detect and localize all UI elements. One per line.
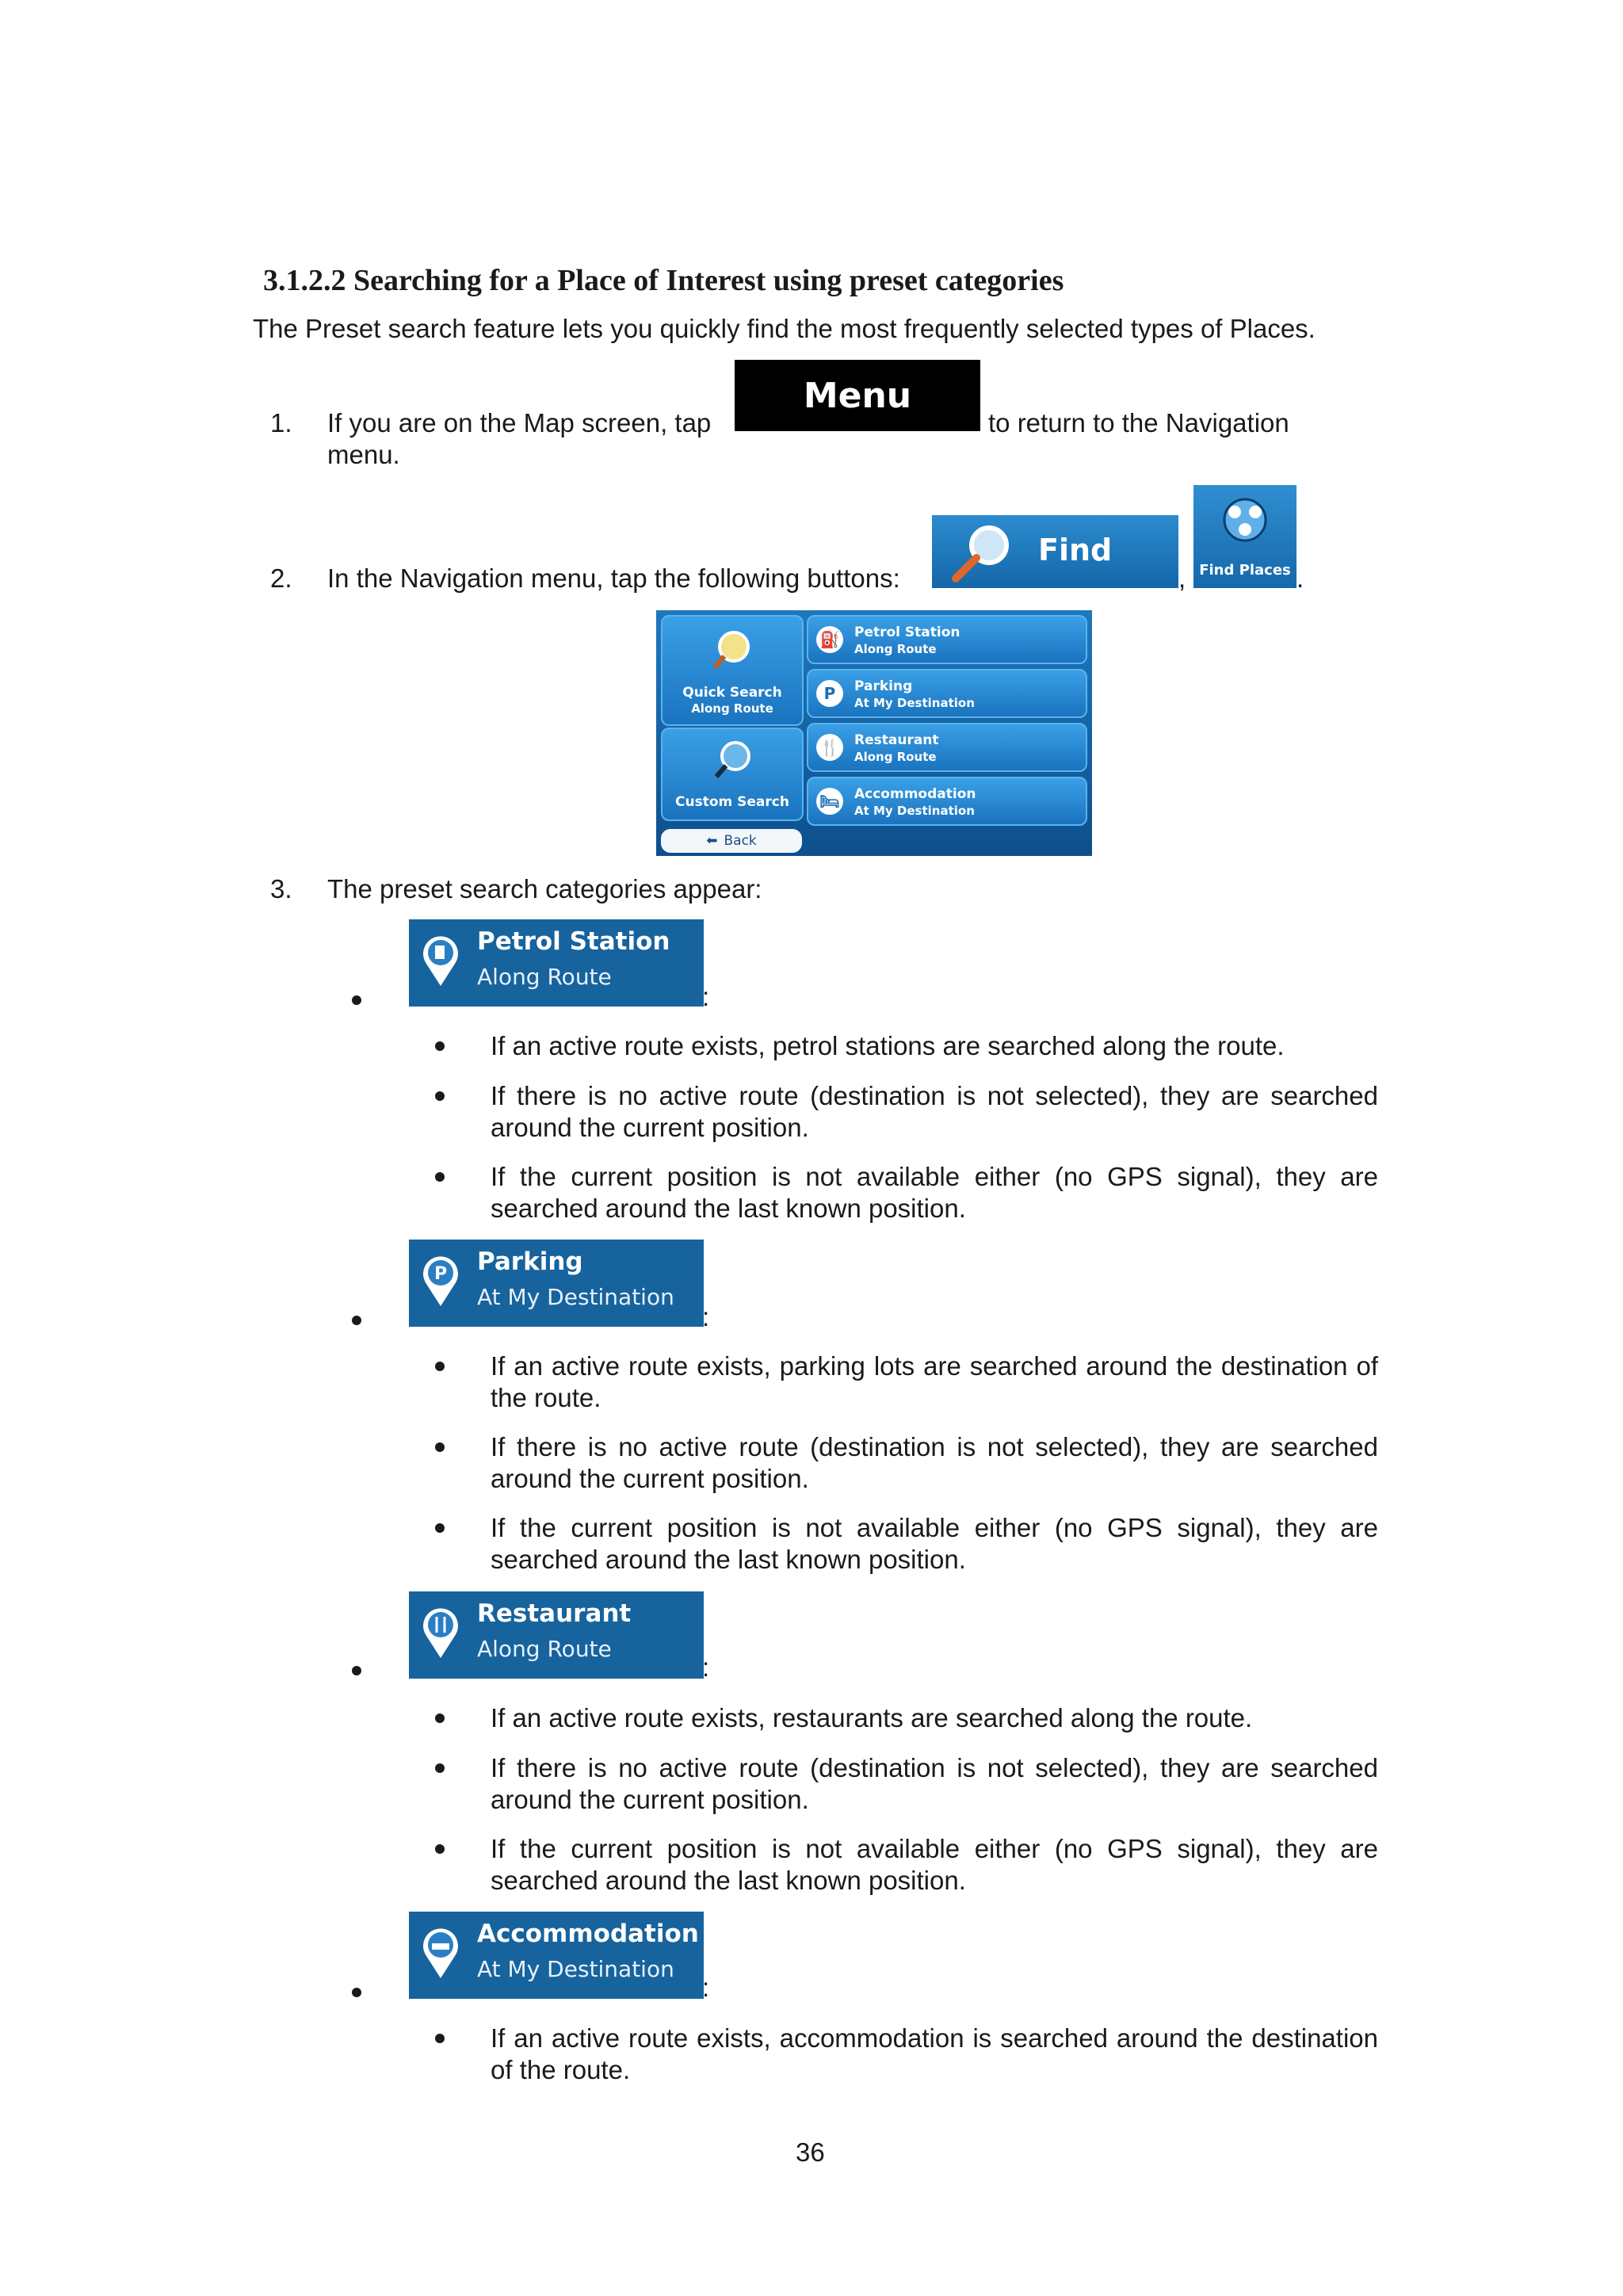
back-label: Back bbox=[724, 833, 757, 849]
find-places-label: Find Places bbox=[1199, 562, 1291, 579]
sub-bullet bbox=[435, 1713, 445, 1723]
petrol-station-button-image bbox=[409, 919, 704, 1007]
custom-search-tile bbox=[661, 728, 804, 821]
step-1-text-cont: menu. bbox=[327, 440, 400, 469]
find-places-button-image bbox=[1193, 485, 1296, 588]
navigation-menu-screenshot bbox=[656, 610, 1092, 856]
nav-item-parking-line2: At My Destination bbox=[854, 696, 975, 710]
parking-line1: Parking bbox=[477, 1247, 583, 1276]
places-icon bbox=[1217, 493, 1273, 548]
quick-search-label-1: Quick Search bbox=[682, 685, 782, 701]
find-button-label: Find bbox=[1038, 533, 1113, 567]
sub-bullet bbox=[435, 1523, 445, 1533]
nav-item-restaurant bbox=[807, 723, 1087, 772]
sub-bullet bbox=[435, 1172, 445, 1182]
nav-item-accommodation-line1: Accommodation bbox=[854, 786, 976, 802]
step-2-number: 2. bbox=[270, 563, 292, 593]
restaurant-button-image bbox=[409, 1591, 704, 1679]
category-colon: : bbox=[702, 982, 710, 1011]
category-colon: : bbox=[702, 1973, 710, 2002]
nav-item-restaurant-line1: Restaurant bbox=[854, 732, 939, 748]
sub-bullet bbox=[435, 2034, 445, 2043]
restaurant-point-2: If there is no active route (destination is not selected), they are searched around the current position. bbox=[491, 1753, 1378, 1814]
restaurant-line1: Restaurant bbox=[477, 1599, 632, 1628]
sub-bullet bbox=[435, 1091, 445, 1101]
quick-search-icon bbox=[710, 626, 758, 670]
nav-item-petrol-line1: Petrol Station bbox=[854, 625, 960, 640]
category-colon: : bbox=[702, 1652, 710, 1682]
nav-item-petrol bbox=[807, 615, 1087, 664]
sub-bullet bbox=[435, 1362, 445, 1371]
back-arrow-icon: ⬅ bbox=[706, 833, 718, 849]
magnifier-icon bbox=[948, 521, 1019, 585]
restaurant-line2: Along Route bbox=[477, 1636, 612, 1662]
accommodation-button-image bbox=[409, 1912, 704, 1999]
step-2-sep1: , bbox=[1178, 563, 1186, 593]
accommodation-point-1: If an active route exists, accommodation is searched around the destination of the route. bbox=[491, 2023, 1378, 2084]
find-button-image bbox=[932, 515, 1178, 588]
accommodation-icon bbox=[420, 1924, 461, 1980]
nav-item-restaurant-line2: Along Route bbox=[854, 750, 937, 764]
sub-bullet bbox=[435, 1442, 445, 1452]
nav-item-accommodation bbox=[807, 777, 1087, 826]
restaurant-point-1: If an active route exists, restaurants are searched along the route. bbox=[491, 1703, 1253, 1733]
step-2-sep2: . bbox=[1296, 563, 1304, 593]
parking-point-2: If there is no active route (destination is not selected), they are searched around the current position. bbox=[491, 1432, 1378, 1493]
quick-search-tile bbox=[661, 615, 804, 726]
accommodation-line1: Accommodation bbox=[477, 1920, 699, 1948]
section-heading: 3.1.2.2 Searching for a Place of Interest using preset categories bbox=[263, 264, 1064, 297]
restaurant-point-3: If the current position is not available either (no GPS signal), they are searched around the last known position. bbox=[491, 1834, 1378, 1895]
petrol-point-3: If the current position is not available either (no GPS signal), they are searched around the last known position. bbox=[491, 1162, 1378, 1223]
step-1-number: 1. bbox=[270, 408, 292, 437]
parking-point-3: If the current position is not available either (no GPS signal), they are searched around the last known position. bbox=[491, 1513, 1378, 1574]
parking-icon: P bbox=[816, 680, 843, 707]
parking-point-1: If an active route exists, parking lots are searched around the destination of the route. bbox=[491, 1351, 1378, 1412]
back-button bbox=[661, 829, 802, 853]
nav-item-parking bbox=[807, 669, 1087, 718]
nav-item-parking-line1: Parking bbox=[854, 678, 913, 694]
step-1-text: If you are on the Map screen, tap bbox=[327, 408, 712, 437]
step-3-number: 3. bbox=[270, 874, 292, 904]
petrol-point-2: If there is no active route (destination is not selected), they are searched around the current position. bbox=[491, 1081, 1378, 1142]
parking-icon bbox=[420, 1252, 461, 1308]
category-bullet bbox=[352, 1988, 361, 1997]
step-1-text-after: to return to the Navigation bbox=[988, 408, 1289, 437]
quick-search-label-2: Along Route bbox=[691, 701, 773, 716]
category-bullet bbox=[352, 1666, 361, 1675]
petrol-station-line1: Petrol Station bbox=[477, 927, 670, 956]
restaurant-icon bbox=[420, 1604, 461, 1660]
parking-button-image bbox=[409, 1240, 704, 1327]
custom-search-icon bbox=[712, 737, 756, 781]
step-2-text: In the Navigation menu, tap the following buttons: bbox=[327, 563, 900, 593]
nav-item-accommodation-line2: At My Destination bbox=[854, 804, 975, 818]
sub-bullet bbox=[435, 1041, 445, 1051]
accommodation-line2: At My Destination bbox=[477, 1956, 674, 1982]
parking-line2: At My Destination bbox=[477, 1284, 674, 1310]
step-3-text: The preset search categories appear: bbox=[327, 874, 762, 904]
petrol-point-1: If an active route exists, petrol stations are searched along the route. bbox=[491, 1031, 1285, 1060]
petrol-icon: ⛽ bbox=[816, 626, 843, 653]
menu-button-image bbox=[735, 360, 980, 431]
nav-item-petrol-line2: Along Route bbox=[854, 642, 937, 656]
sub-bullet bbox=[435, 1763, 445, 1773]
accommodation-icon: 🛏 bbox=[816, 788, 843, 815]
menu-button-label: Menu bbox=[803, 375, 912, 416]
petrol-pump-icon bbox=[420, 932, 461, 988]
category-bullet bbox=[352, 995, 361, 1005]
petrol-station-line2: Along Route bbox=[477, 964, 612, 990]
restaurant-icon: 🍴 bbox=[816, 734, 843, 761]
sub-bullet bbox=[435, 1844, 445, 1854]
category-colon: : bbox=[702, 1302, 710, 1331]
page-number: 36 bbox=[796, 2137, 825, 2167]
intro-paragraph: The Preset search feature lets you quickly find the most frequently selected types of Places. bbox=[253, 314, 1316, 343]
category-bullet bbox=[352, 1316, 361, 1325]
custom-search-label: Custom Search bbox=[675, 794, 789, 810]
svg-text:P: P bbox=[433, 1264, 448, 1284]
